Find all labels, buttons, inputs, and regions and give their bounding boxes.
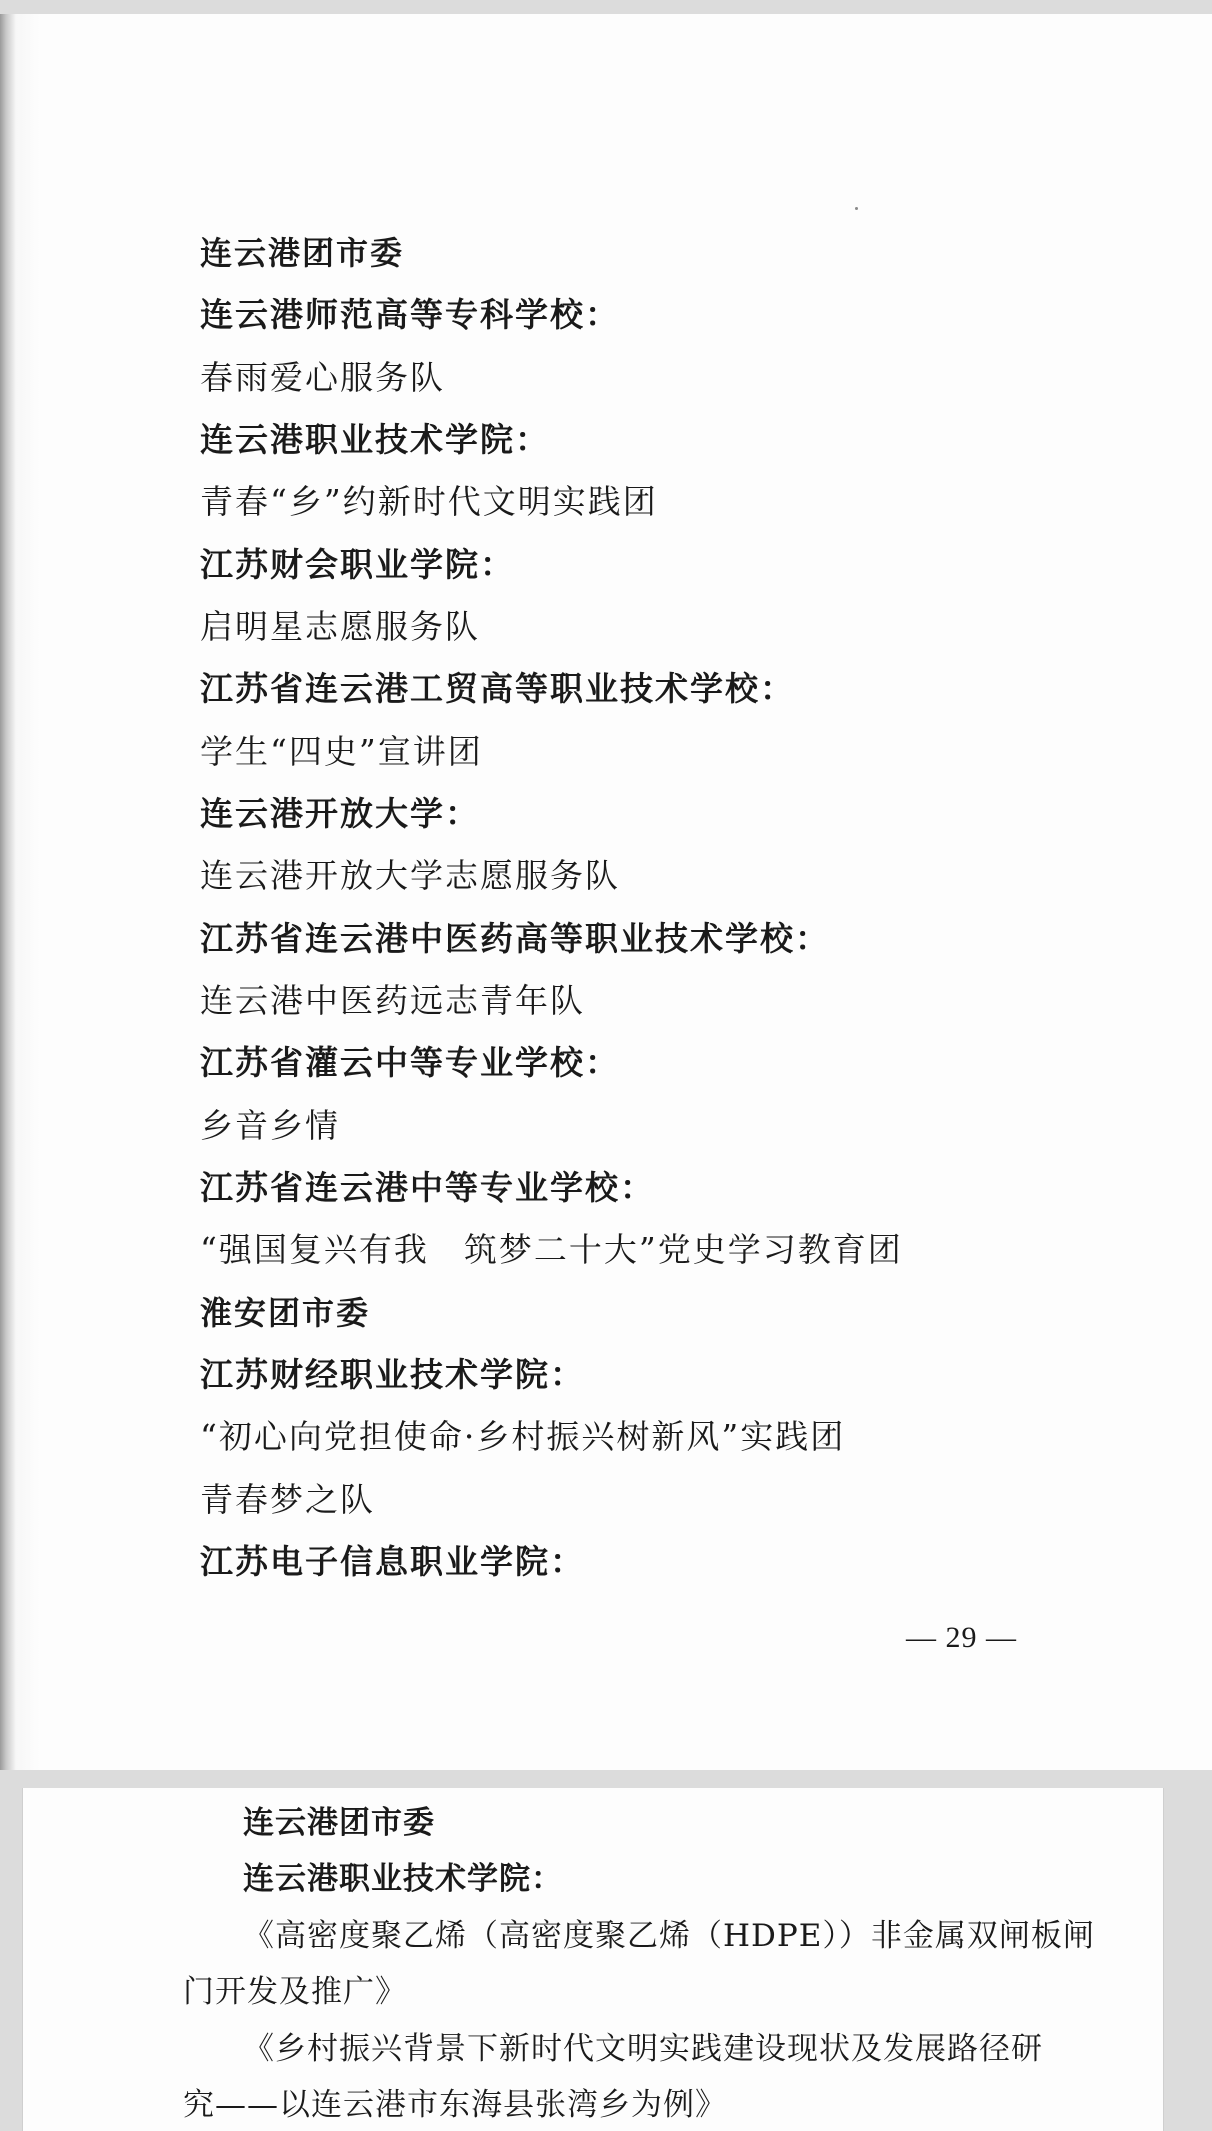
school-name: 江苏省连云港中等专业学校： [200,1168,655,1207]
scan-speck [855,207,858,210]
team-name: 学生“四史”宣讲团 [200,732,483,771]
page-number: — 29 — [906,1621,1017,1654]
school-name: 江苏省灌云中等专业学校： [200,1043,620,1082]
school-name: 连云港职业技术学院： [243,1861,563,1897]
region-heading: 连云港团市委 [200,234,405,272]
document-page-next [22,1788,1164,2131]
team-name: 青春“乡”约新时代文明实践团 [200,482,658,521]
school-name: 江苏电子信息职业学院： [200,1542,585,1581]
school-name: 连云港师范高等专科学校： [200,295,620,334]
school-name: 江苏财会职业学院： [200,545,515,584]
team-name: 青春梦之队 [200,1480,375,1519]
document-page-29 [0,14,1212,1770]
region-heading: 淮安团市委 [200,1294,371,1332]
school-name: 连云港开放大学： [200,794,480,833]
paper-title-line: 《高密度聚乙烯（高密度聚乙烯（HDPE））非金属双闸板闸 [243,1918,1095,1954]
school-name: 连云港职业技术学院： [200,420,550,459]
paper-title-line: 《乡村振兴背景下新时代文明实践建设现状及发展路径研 [243,2031,1043,2067]
team-name: “初心向党担使命·乡村振兴树新风”实践团 [200,1417,846,1456]
school-name: 江苏省连云港中医药高等职业技术学校： [200,919,830,958]
team-name: 启明星志愿服务队 [200,607,480,646]
team-name: “强国复兴有我 筑梦二十大”党史学习教育团 [200,1230,903,1269]
school-name: 江苏财经职业技术学院： [200,1355,585,1394]
paper-title-line: 究——以连云港市东海县张湾乡为例》 [183,2087,727,2123]
region-heading: 连云港团市委 [243,1805,435,1841]
team-name: 连云港开放大学志愿服务队 [200,856,620,895]
paper-title-line: 门开发及推广》 [183,1974,407,2010]
team-name: 乡音乡情 [200,1106,340,1145]
team-name: 连云港中医药远志青年队 [200,981,585,1020]
school-name: 江苏省连云港工贸高等职业技术学校： [200,669,795,708]
team-name: 春雨爱心服务队 [200,358,445,397]
